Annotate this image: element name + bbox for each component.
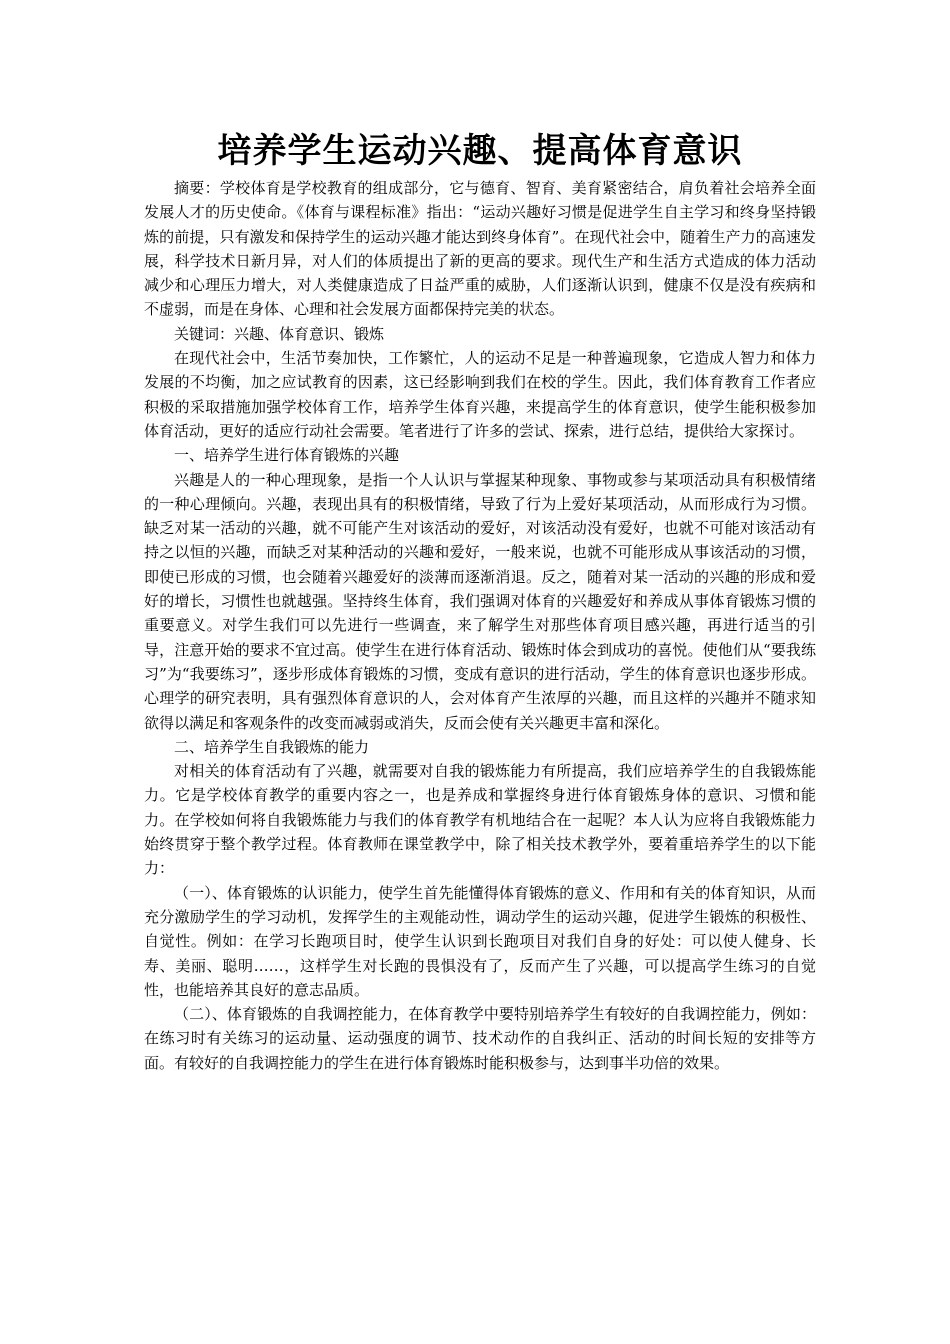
keywords-line: 关键词：兴趣、体育意识、锻炼 — [174, 324, 385, 343]
item-1-paragraph: （一）、体育锻炼的认识能力，使学生首先能懂得体育锻炼的意义、作用和有关的体育知识，从而充分激励学生的学习动机，发挥学生的主观能动性，调动学生的运动兴趣，促进学生锻炼的积极性、自觉性。例如：在学习长跑项目时，使学生认识到长跑项目对我们自身的好处：可以使人健身、长寿、美丽、聪明……，这样学生对长跑的畏惧没有了，反而产生了兴趣，可以提高学生练习的自觉性，也能培养其良好的意志品质。 — [144, 883, 816, 999]
document-page — [144, 130, 816, 1075]
section-2-heading: 二、培养学生自我锻炼的能力 — [174, 737, 370, 756]
section-1-paragraph: 兴趣是人的一种心理现象，是指一个人认识与掌握某种现象、事物或参与某项活动具有积极情绪的一种心理倾向。兴趣，表现出具有的积极情绪，导致了行为上爱好某项活动，从而形成行为习惯。缺乏对某一活动的兴趣，就不可能产生对该活动的爱好，对该活动没有爱好，也就不可能对该活动有持之以恒的兴趣，而缺乏对某种活动的兴趣和爱好，一般来说，也就不可能形成从事该活动的习惯，即使已形成的习惯，也会随着兴趣爱好的淡薄而逐渐消退。反之，随着对某一活动的兴趣的形成和爱好的增长，习惯性也就越强。坚持终生体育，我们强调对体育的兴趣爱好和养成从事体育锻炼习惯的重要意义。对学生我们可以先进行一些调查，来了解学生对那些体育项目感兴趣，再进行适当的引导，注意开始的要求不宜过高。使学生在进行体育活动、锻炼时体会到成功的喜悦。使他们从“要我练习”为“我要练习”，逐步形成体育锻炼的习惯，变成有意识的进行活动，学生的体育意识也逐步形成。心理学的研究表明，具有强烈体育意识的人，会对体育产生浓厚的兴趣，而且这样的兴趣并不随求知欲得以满足和客观条件的改变而减弱或消失，反而会使有关兴趣更丰富和深化。 — [144, 470, 816, 732]
section-2-paragraph: 对相关的体育活动有了兴趣，就需要对自我的锻炼能力有所提高，我们应培养学生的自我锻炼能力。它是学校体育教学的重要内容之一，也是养成和掌握终身进行体育锻炼身体的意识、习惯和能力。在学校如何将自我锻炼能力与我们的体育教学有机地结合在一起呢？本人认为应将自我锻炼能力始终贯穿于整个教学过程。体育教师在课堂教学中，除了相关技术教学外，要着重培养学生的以下能力： — [144, 762, 816, 878]
document-title: 培养学生运动兴趣、提高体育意识 — [217, 131, 743, 171]
section-1-heading: 一、培养学生进行体育锻炼的兴趣 — [174, 446, 400, 465]
abstract-paragraph: 摘要：学校体育是学校教育的组成部分，它与德育、智育、美育紧密结合，肩负着社会培养全面发展人才的历史使命。《体育与课程标准》指出：“运动兴趣好习惯是促进学生自主学习和终身坚持锻炼的前提，只有激发和保持学生的运动兴趣才能达到终身体育”。在现代社会中，随着生产力的高速发展，科学技术日新月异，对人们的体质提出了新的更高的要求。现代生产和生活方式造成的体力活动减少和心理压力增大，对人类健康造成了日益严重的威胁，人们逐渐认识到，健康不仅是没有疾病和不虚弱，而是在身体、心理和社会发展方面都保持完美的状态。 — [144, 179, 816, 319]
item-2-paragraph: （二）、体育锻炼的自我调控能力，在体育教学中要特别培养学生有较好的自我调控能力，例如：在练习时有关练习的运动量、运动强度的调节、技术动作的自我纠正、活动的时间长短的安排等方面。有较好的自我调控能力的学生在进行体育锻炼时能积极参与，达到事半功倍的效果。 — [144, 1005, 816, 1072]
intro-paragraph: 在现代社会中，生活节奏加快，工作繁忙，人的运动不足是一种普遍现象，它造成人智力和体力发展的不均衡，加之应试教育的因素，这已经影响到我们在校的学生。因此，我们体育教育工作者应积极的采取措施加强学校体育工作，培养学生体育兴趣，来提高学生的体育意识，使学生能积极参加体育活动，更好的适应行动社会需要。笔者进行了许多的尝试、探索，进行总结，提供给大家探讨。 — [144, 349, 816, 440]
